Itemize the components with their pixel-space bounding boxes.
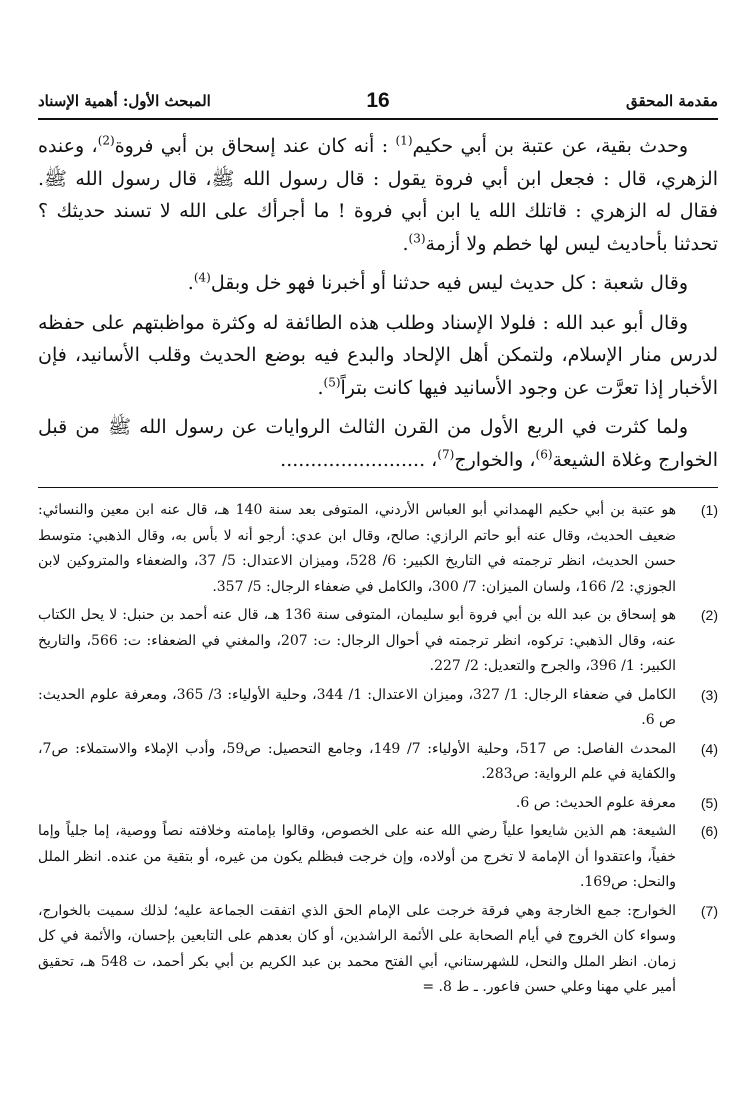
footnote-text: الشيعة: هم الذين شايعوا علياً رضي الله عنه على الخصوص، وقالوا بإمامته وخلافته نصاً ووصية، إما جلياً وإما خفياً، واعتقدوا أن الإمامة لا تخرج من أولاده، وإن خرجت فبظلم يكون من غيره، أو بتقية من عنده. انظر الملل والنحل: ص169.	[38, 823, 676, 890]
book-page	[38, 0, 718, 1105]
footnote-text: معرفة علوم الحديث: ص 6.	[515, 794, 676, 811]
footnote-text: هو إسحاق بن عبد الله بن أبي فروة أبو سليمان، المتوفى سنة 136 هـ، قال عنه أحمد بن حنبل: لا يحل الكتاب عنه، وقال الذهبي: تركوه، انظر ترجمته في أحوال الرجال: ت: 207، والمغني في الضعفاء: ت: 566، والتاريخ الكبير: 1/ 396، والجرح والتعديل: 2/ 227.	[38, 607, 676, 674]
footnote-number: (7)	[700, 902, 718, 919]
footnote-ref: (1)	[395, 133, 413, 148]
paragraph: وقال شعبة : كل حديث ليس فيه حدثنا أو أخبرنا فهو خل وبقل$^{(4)}$.	[187, 270, 688, 294]
header-rule	[38, 118, 718, 120]
footnote-number: (4)	[700, 740, 718, 757]
footnotes	[38, 498, 718, 1004]
header-section-left: المبحث الأول: أهمية الإسناد	[38, 92, 211, 110]
footnote-number: (2)	[700, 607, 718, 623]
paragraph: ولما كثرت في الربع الأول من القرن الثالث الروايات عن رسول الله ﷺ من قبل الخوارج وغلاة الشيعة$^{(6)}$، والخوارج$^{(7)}$، ........................	[38, 416, 718, 471]
footnote	[38, 683, 718, 734]
footnote	[38, 603, 718, 680]
footnote	[38, 498, 718, 600]
footnote-text: المحدث الفاصل: ص 517، وحلية الأولياء: 7/ 149، وجامع التحصيل: ص59، وأدب الإملاء والاستملاء: ص7، والكفاية في علم الرواية: ص283.	[38, 740, 676, 782]
footnote	[38, 899, 718, 1001]
continuation-dots: ........................	[280, 448, 426, 471]
footnote	[38, 819, 718, 896]
paragraph: وحدث بقية، عن عتبة بن أبي حكيم$^{(1)}$ : أنه كان عند إسحاق بن أبي فروة$^{(2)}$، وعنده الزهري، قال : فجعل ابن أبي فروة يقول : قال رسول الله ﷺ، قال رسول الله ﷺ. فقال له الزهري : قاتلك الله يا ابن أبي فروة ! ما أجرأك على الله لا تسند حديثك ؟ تحدثنا بأحاديث ليس لها خطم ولا أزمة$^{(3)}$.	[38, 133, 718, 255]
footnote-text: هو عتبة بن أبي حكيم الهمداني أبو العباس الأردني، المتوفى بعد سنة 140 هـ، قال عنه ابن معين والنسائي: ضعيف الحديث، وقال عنه أبو حاتم الرازي: صالح، وقال ابن عدي: أرجو أنه لا بأس به، وقال الذهبي: متوسط حسن الحديث، انظر ترجمته في التاريخ الكبير: 6/ 528، وميزان الاعتدال: 5/ 37، والضعفاء والمتروكين لابن الجوزي: 2/ 166، ولسان الميزان: 7/ 300، والكامل في ضعفاء الرجال: 5/ 357.	[38, 502, 677, 595]
running-header	[38, 86, 718, 116]
footnote-number: (5)	[700, 794, 718, 811]
footnote	[38, 737, 718, 788]
footnote-number: (1)	[700, 502, 718, 518]
footnote-text: الخوارج: جمع الخارجة وهي فرقة خرجت على الإمام الحق الذي اتفقت الجماعة عليه؛ لذلك سميت بالخوارج، وسواء كان الخروج في أيام الصحابة على الأئمة الراشدين، أو كان بعدهم على التابعين بإحسان، والأئمة في كل زمان. انظر الملل والنحل، للشهرستاني، أبي الفتح محمد بن عبد الكريم بن أبي بكر أحمد، ت 548 هـ، تحقيق أمير علي مهنا وعلي حسن فاعور. ـ ط 8. =	[38, 902, 676, 995]
footnote-ref: (3)	[408, 231, 426, 246]
footnote-separator	[38, 487, 718, 488]
paragraph: وقال أبو عبد الله : فلولا الإسناد وطلب هذه الطائفة له وكثرة مواظبتهم على حفظه لدرس منار الإسلام، ولتمكن أهل الإلحاد والبدع فيه بوضع الحديث وقلب الأسانيد، فإن الأخبار إذا تعرَّت عن وجود الأسانيد فيها كانت بتراً$^{(5)}$.	[38, 311, 718, 399]
footnote-text: الكامل في ضعفاء الرجال: 1/ 327، وميزان الاعتدال: 1/ 344، وحلية الأولياء: 3/ 365، ومعرفة علوم الحديث: ص 6.	[38, 686, 676, 728]
page-number: 16	[366, 89, 390, 112]
footnote-ref: (5)	[323, 375, 341, 390]
footnote-ref: (7)	[437, 447, 455, 462]
footnote-ref: (2)	[97, 133, 115, 148]
footnote-ref: (4)	[193, 270, 211, 285]
header-section-right: مقدمة المحقق	[626, 92, 718, 110]
footnote-number: (6)	[700, 823, 718, 839]
main-text	[38, 130, 718, 483]
footnote-number: (3)	[700, 686, 718, 703]
footnote-ref: (6)	[535, 447, 553, 462]
footnote	[38, 791, 718, 817]
